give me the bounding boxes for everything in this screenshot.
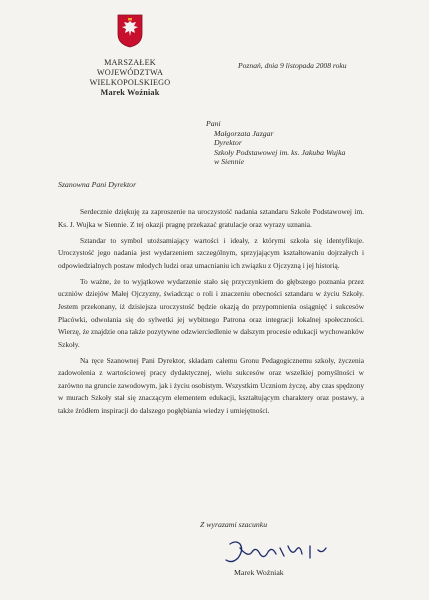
recipient-line-1: Pani: [206, 119, 221, 128]
recipient-line-3: Dyrektor: [214, 138, 242, 148]
recipient-line-4: Szkoły Podstawowej im. ks. Jakuba Wujka: [214, 147, 346, 157]
body-paragraph-1: Serdecznie dziękuję za zaproszenie na uroczystość nadania sztandaru Szkole Podstawowej im. Ks. J. Wujka w Siennie. Z tej okazji pragnę przekazać gratulacje oraz wyrazy uznania.: [58, 207, 364, 229]
eagle-crest-icon: [117, 14, 143, 48]
office-line-1: MARSZAŁEK: [104, 58, 156, 67]
letter-body: [58, 206, 364, 421]
letterhead-name: Marek Woźniak: [100, 88, 160, 97]
body-paragraph-3: To ważne, że to wyjątkowe wydarzenie stało się przyczynkiem do głębszego poznania przez uczniów dziejów Małej Ojczyzny, świadcząc o roli i znaczeniu obecności sztandaru w życiu Szkoły. Jestem przekonany, iż dzisiejsza uroczystość będzie okazją do przypomnienia osiągnięć i sukcesów Placówki, odwołania się do sylwetki jej wybitnego Patrona oraz integracji lokalnej społeczności. Wierzę, że znajdzie ona także pozytywne odzwierciedlenie w dalszym procesie edukacji wychowanków Szkoły.: [58, 276, 364, 349]
letter-date: Poznań, dnia 9 listopada 2008 roku: [238, 61, 347, 70]
body-paragraph-4: Na ręce Szanownej Pani Dyrektor, składam całemu Gronu Pedagogicznemu szkoły, życzenia zadowolenia z wartościowej pracy dydaktycznej, wielu sukcesów oraz wszelkiej pomyślności w zarówno na gruncie zawodowym, jak i życiu osobistym. Wszystkim Uczniom życzę, aby czas spędzony w murach Szkoły stał się znaczącym elementem edukacji, kształtującym charaktery oraz postawy, a także źródłem inspiracji do dalszego pogłębiania wiedzy i umiejętności.: [58, 355, 364, 416]
recipient-block: [206, 119, 416, 167]
handwritten-signature: [222, 536, 342, 568]
recipient-line-2: Małgorzata Jazgar: [214, 128, 274, 138]
signer-name: Marek Woźniak: [234, 568, 284, 577]
salutation: Szanowna Pani Dyrektor: [58, 180, 137, 189]
closing-phrase: Z wyrazami szacunku: [200, 520, 268, 529]
recipient-line-5: w Siennie: [214, 157, 245, 167]
office-line-2: WOJEWÓDZTWA WIELKOPOLSKIEGO: [89, 68, 171, 87]
body-paragraph-2: Sztandar to symbol utożsamiający wartości i ideały, z którymi szkoła się identyfikuje. Uroczystość jego nadania jest wydarzeniem szczególnym, sprzyjającym kształtowaniu dojrzałych i odpowiedzialnych postaw młodych ludzi oraz umacnianiu ich związku z Ojczyzną i jej historią.: [58, 235, 364, 270]
letterhead-office: [70, 58, 190, 98]
